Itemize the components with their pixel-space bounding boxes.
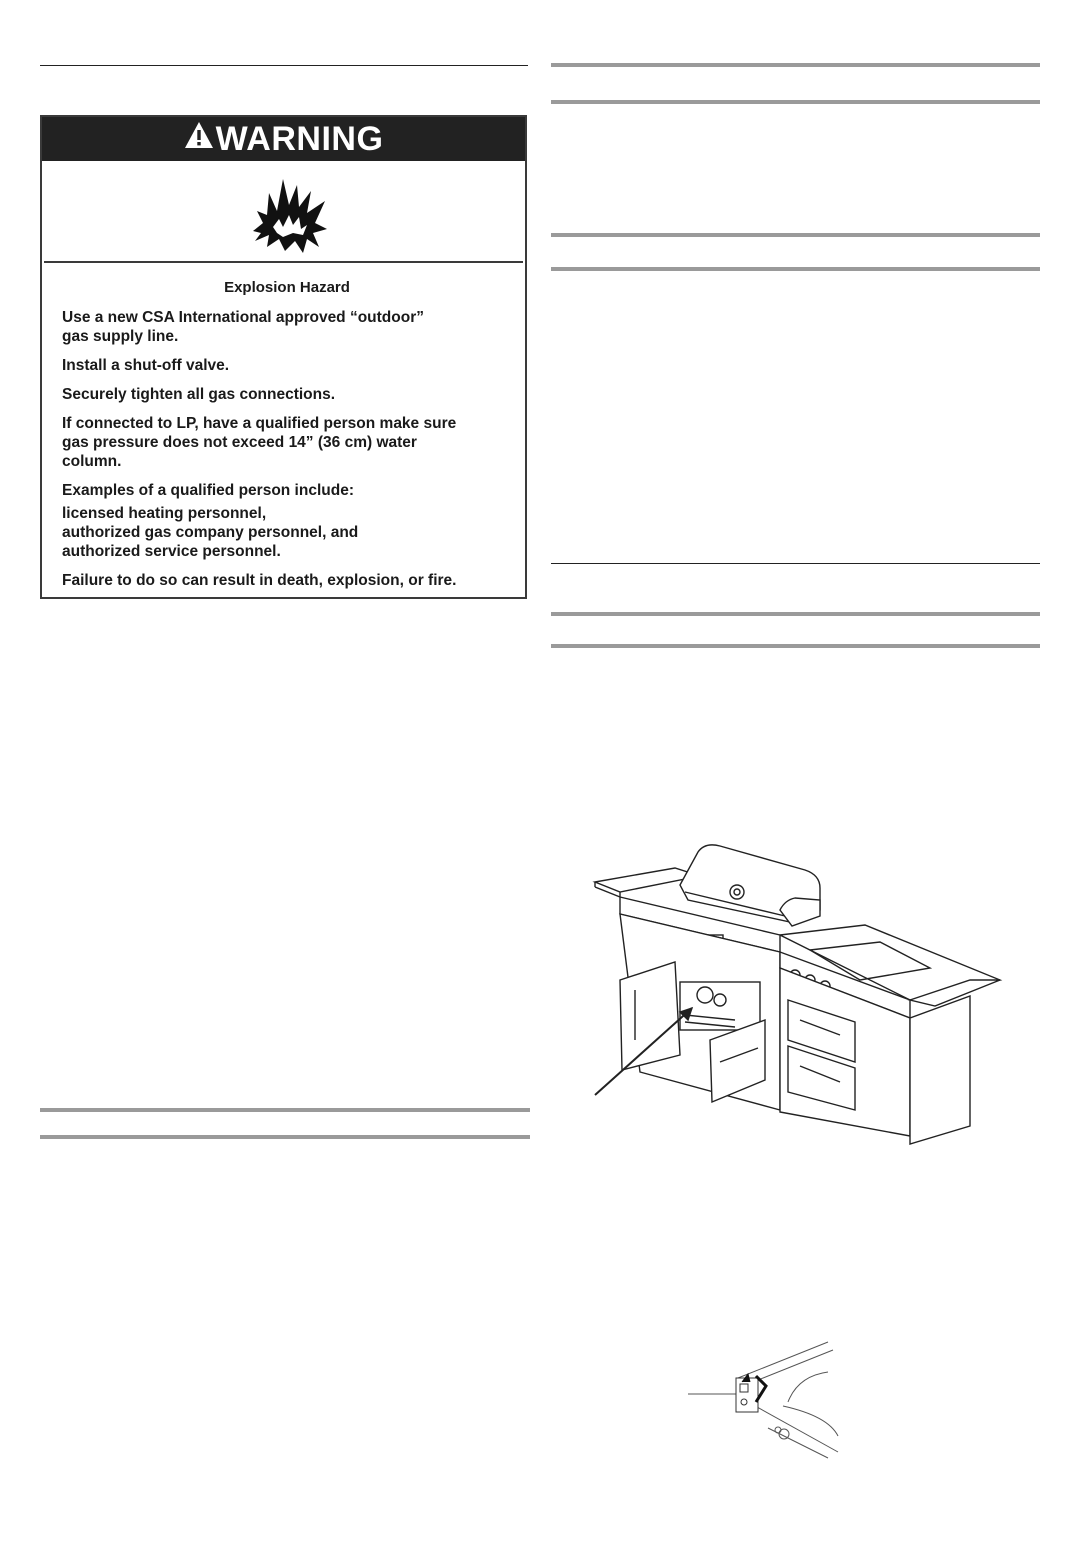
section-rule-right-6 xyxy=(551,644,1040,648)
warning-line-2: Install a shut-off valve. xyxy=(62,357,230,374)
warning-line-5: Examples of a qualified person include: xyxy=(62,482,354,499)
warning-icon-area xyxy=(44,161,523,263)
hazard-title: Explosion Hazard xyxy=(224,279,350,296)
warning-line-4: If connected to LP, have a qualified person make sure gas pressure does not exceed 14” (36 cm) water column. xyxy=(62,415,457,470)
warning-body xyxy=(62,279,512,600)
outdoor-kitchen-grill-illustration xyxy=(580,840,1020,1150)
thin-rule-right xyxy=(551,563,1040,564)
valve-detail-illustration xyxy=(688,1336,843,1461)
section-rule-right-4 xyxy=(551,267,1040,271)
section-rule-right-5 xyxy=(551,612,1040,616)
warning-box xyxy=(40,115,527,599)
section-rule-left-1 xyxy=(40,1108,530,1112)
warning-header xyxy=(42,117,525,161)
explosion-icon xyxy=(249,171,329,253)
section-rule-right-2 xyxy=(551,100,1040,104)
top-rule-left xyxy=(40,65,528,66)
warning-line-3: Securely tighten all gas connections. xyxy=(62,386,336,403)
warning-line-7: Failure to do so can result in death, explosion, or fire. xyxy=(62,572,457,589)
section-rule-left-2 xyxy=(40,1135,530,1139)
warning-line-1: Use a new CSA International approved “outdoor” gas supply line. xyxy=(62,309,424,345)
warning-triangle-icon xyxy=(184,116,214,160)
warning-line-6: licensed heating personnel, authorized gas company personnel, and authorized service personnel. xyxy=(62,505,359,560)
warning-header-text: WARNING xyxy=(215,120,384,158)
section-rule-right-1 xyxy=(551,63,1040,67)
section-rule-right-3 xyxy=(551,233,1040,237)
